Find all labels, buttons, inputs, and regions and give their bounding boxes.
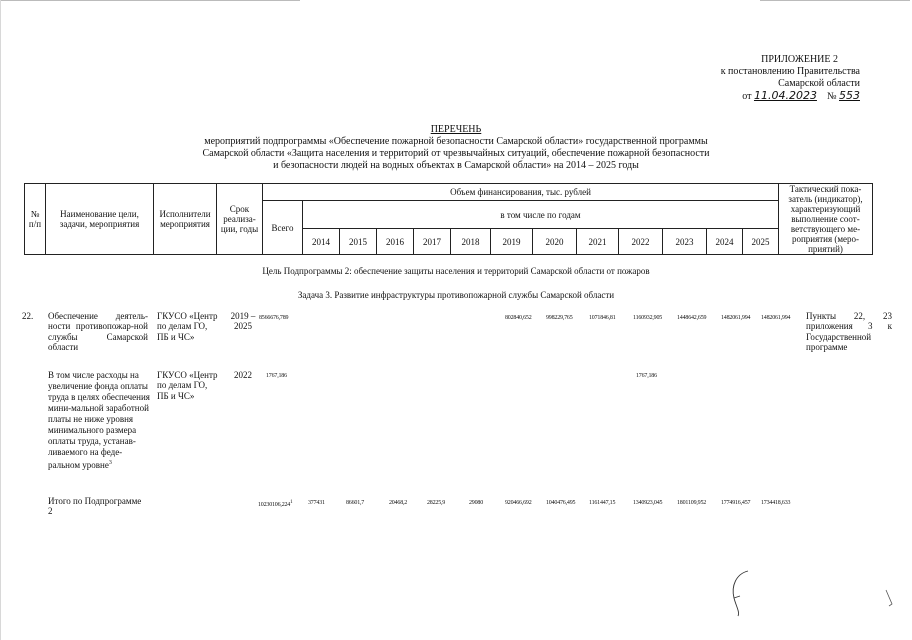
appendix-line: Самарской области bbox=[778, 78, 860, 89]
cell-2024: 1774916,457 bbox=[721, 500, 751, 506]
row-name: Итого по Подпрограмме 2 bbox=[48, 496, 142, 517]
cell-2016: 20468,2 bbox=[389, 500, 408, 506]
header-by-years: в том числе по годам bbox=[303, 201, 779, 229]
cell-2017: 28225,9 bbox=[427, 500, 446, 506]
cell-2018: 29080 bbox=[469, 500, 484, 506]
row-name: Обеспечение деятель-ности противопожар-ной службы Самарской области bbox=[48, 311, 148, 352]
header-year: 2018 bbox=[451, 229, 491, 255]
cell-2023: 1448642,659 bbox=[677, 315, 707, 321]
header-year: 2015 bbox=[340, 229, 377, 255]
handwritten-date: 11.04.2023 bbox=[753, 89, 817, 102]
number-prefix: № bbox=[826, 91, 837, 102]
row-name bbox=[48, 370, 150, 471]
appendix-date-line bbox=[600, 90, 860, 103]
handwritten-signature-mark bbox=[728, 568, 756, 618]
goal-line: Цель Подпрограммы 2: обеспечение защиты населения и территорий Самарской области от пожаров bbox=[262, 266, 650, 276]
header-year: 2023 bbox=[663, 229, 707, 255]
row-period: 2019 – 2025 bbox=[230, 311, 256, 332]
header-name: Наименование цели, задачи, мероприятия bbox=[46, 184, 154, 255]
cell-2022: 1767,186 bbox=[636, 373, 657, 379]
header-executor: Исполнители мероприятия bbox=[154, 184, 217, 255]
row-total bbox=[258, 498, 292, 510]
header-volume: Объем финансирования, тыс. рублей bbox=[263, 184, 779, 201]
header-year: 2025 bbox=[743, 229, 779, 255]
scan-left-edge bbox=[0, 0, 1, 640]
header-year: 2020 bbox=[533, 229, 577, 255]
header-year: 2021 bbox=[577, 229, 619, 255]
cell-2021: 1071846,81 bbox=[589, 315, 616, 321]
appendix-line: к постановлению Правительства bbox=[720, 66, 860, 77]
footnote-mark: 1 bbox=[290, 500, 293, 505]
table-header bbox=[24, 183, 873, 255]
header-year: 2022 bbox=[619, 229, 663, 255]
cell-2015: 86601,7 bbox=[346, 500, 365, 506]
title-line: мероприятий подпрограммы «Обеспечение пожарной безопасности Самарской области» государственной программы bbox=[204, 136, 708, 147]
total-value: 10230106,224 bbox=[258, 502, 291, 508]
handwritten-number: 553 bbox=[839, 89, 860, 102]
scan-top-edge bbox=[0, 0, 300, 1]
cell-2020: 1040476,495 bbox=[546, 500, 576, 506]
header-year: 2016 bbox=[377, 229, 414, 255]
date-prefix: от bbox=[742, 91, 752, 102]
footnote-mark: 3 bbox=[108, 460, 112, 466]
cell-2014: 377431 bbox=[308, 500, 325, 506]
scan-mark bbox=[880, 588, 900, 608]
row-total: 1767,186 bbox=[266, 373, 287, 379]
cell-2021: 1161447,15 bbox=[589, 500, 616, 506]
cell-2019: 920466,692 bbox=[505, 500, 532, 506]
row-period: 2022 bbox=[234, 370, 252, 380]
row-executor: ГКУСО «Центр по делам ГО, ПБ и ЧС» bbox=[157, 370, 218, 401]
header-total: Всего bbox=[263, 201, 303, 255]
row-indicator: Пункты 22, 23 приложения 3 к Государственной программе bbox=[806, 311, 892, 352]
title-word: ПЕРЕЧЕНЬ bbox=[430, 124, 482, 135]
header-year: 2014 bbox=[303, 229, 340, 255]
cell-2025: 1734418,633 bbox=[761, 500, 791, 506]
cell-2025: 1482061,994 bbox=[761, 315, 791, 321]
title-line: и безопасности людей на водных объектах в Самарской области» на 2014 – 2025 годы bbox=[273, 160, 639, 171]
header-year: 2019 bbox=[491, 229, 533, 255]
header-year: 2024 bbox=[707, 229, 743, 255]
scan-top-edge bbox=[760, 0, 910, 1]
cell-2020: 998229,765 bbox=[546, 315, 573, 321]
title-line: Самарской области «Защита населения и территорий от чрезвычайных ситуаций, обеспечение пожарной безопасности bbox=[202, 148, 710, 159]
appendix-title: ПРИЛОЖЕНИЕ 2 bbox=[761, 54, 838, 65]
header-year: 2017 bbox=[414, 229, 451, 255]
appendix-block bbox=[600, 54, 860, 103]
row-name-text: В том числе расходы на увеличение фонда оплаты труда в целях обеспечения мини-мальной заработной платы не ниже уровня минимального размера оплаты труда, устанав-ливаемого на феде-ральном уровне bbox=[48, 370, 150, 470]
document-title bbox=[150, 124, 762, 172]
cell-2019: 802840,652 bbox=[505, 315, 532, 321]
cell-2022: 1160932,905 bbox=[633, 315, 663, 321]
cell-2023: 1801109,952 bbox=[677, 500, 707, 506]
header-indicator: Тактический пока-затель (индикатор), характеризующий выполнение соот-ветствующего ме-роприятия (меро-приятий) bbox=[779, 184, 873, 255]
header-num: № п/п bbox=[25, 184, 46, 255]
row-total: 8566676,789 bbox=[259, 315, 289, 321]
cell-2024: 1482061,994 bbox=[721, 315, 751, 321]
header-period: Срок реализа-ции, годы bbox=[217, 184, 263, 255]
cell-2022: 1340923,045 bbox=[633, 500, 663, 506]
row-number: 22. bbox=[22, 311, 34, 321]
task-line: Задача 3. Развитие инфраструктуры противопожарной службы Самарской области bbox=[297, 290, 615, 300]
row-executor: ГКУСО «Центр по делам ГО, ПБ и ЧС» bbox=[157, 311, 218, 342]
